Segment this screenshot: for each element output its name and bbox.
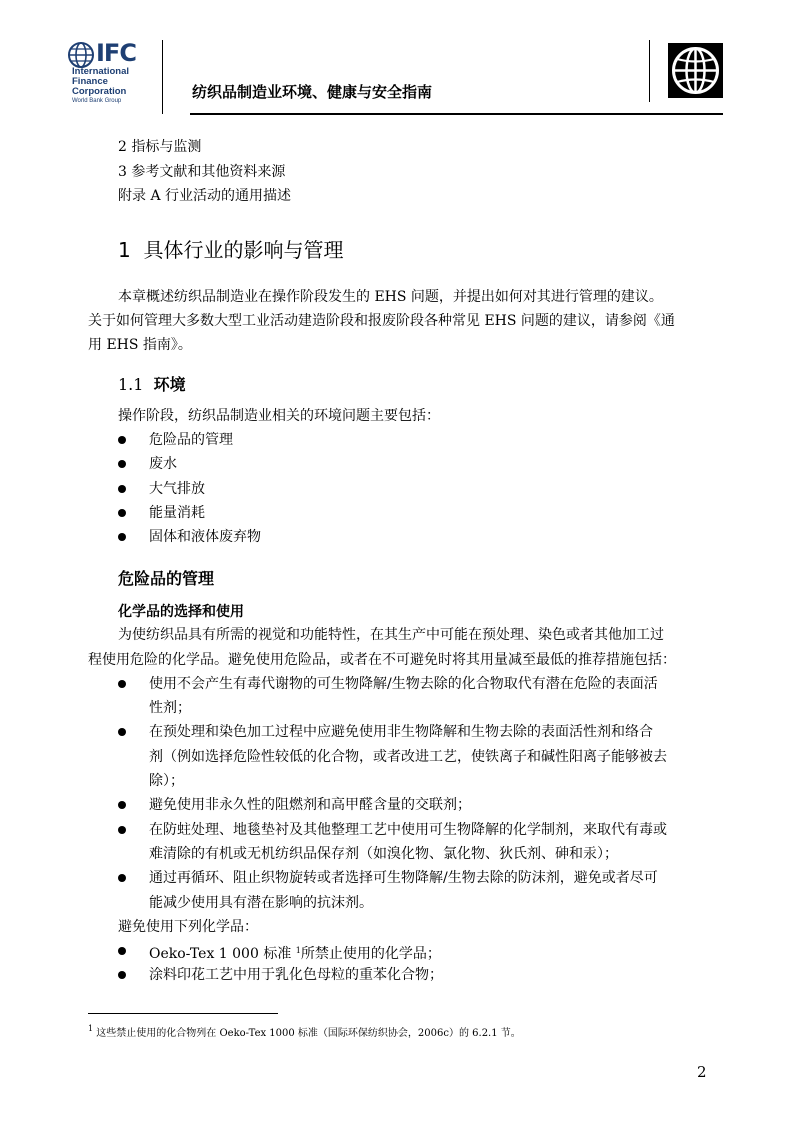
header-divider-right (649, 40, 650, 102)
page-header (0, 0, 793, 120)
bullet-icon (118, 947, 126, 955)
bullet-icon (118, 460, 126, 468)
paragraph-line: 本章概述纺织品制造业在操作阶段发生的 EHS 问题，并提出如何对其进行管理的建议。 (118, 289, 663, 305)
paragraph-line: 操作阶段，纺织品制造业相关的环境问题主要包括： (118, 408, 440, 424)
list-item-line: 在预处理和染色加工过程中应避免使用非生物降解和生物去除的表面活性剂和络合 (149, 724, 653, 740)
bullet-icon (118, 826, 126, 834)
page-number: 2 (697, 1063, 707, 1081)
paragraph-line: 关于如何管理大多数大型工业活动建造阶段和报废阶段各种常见 EHS 问题的建议，请参阅《通 (88, 313, 675, 329)
bullet-icon (118, 971, 126, 979)
header-title: 纺织品制造业环境、健康与安全指南 (192, 83, 433, 101)
list-item-line: Oeko-Tex 1 000 标准 $^1$所禁止使用的化学品； (149, 946, 441, 962)
topic-subheading: 化学品的选择和使用 (118, 604, 244, 620)
bullet-icon (118, 874, 126, 882)
topic-heading: 危险品的管理 (118, 569, 215, 588)
list-item-line: 通过再循环、阻止织物旋转或者选择可生物降解/生物去除的防沫剂，避免或者尽可 (149, 870, 658, 886)
list-item-line: 使用不会产生有毒代谢物的可生物降解/生物去除的化合物取代有潜在危险的表面活 (149, 676, 658, 692)
bullet-icon (118, 533, 126, 541)
bullet-icon (118, 436, 126, 444)
ifc-full-name: International Finance Corporation (72, 66, 130, 97)
toc-item[interactable]: 附录 A 行业活动的通用描述 (118, 188, 292, 204)
list-item: 能量消耗 (149, 505, 205, 521)
list-item-line: 涂料印花工艺中用于乳化色母粒的重苯化合物； (149, 967, 443, 983)
bullet-icon (118, 680, 126, 688)
bullet-icon (118, 728, 126, 736)
list-item: 大气排放 (149, 481, 205, 497)
toc-item[interactable]: 2 指标与监测 (118, 139, 202, 155)
footnote-rule (88, 1013, 278, 1014)
list-item-line: 性剂； (149, 700, 191, 716)
list-item-line: 剂（例如选择危险性较低的化合物，或者改进工艺，使铁离子和碱性阳离子能够被去 (149, 749, 667, 765)
subsection-heading: 1.1 环境 (118, 375, 186, 394)
list-item: 危险品的管理 (149, 432, 233, 448)
list-item-line: 在防蛀处理、地毯垫衬及其他整理工艺中使用可生物降解的化学制剂，来取代有毒或 (149, 822, 667, 838)
paragraph-line: 为使纺织品具有所需的视觉和功能特性，在其生产中可能在预处理、染色或者其他加工过 (118, 627, 664, 643)
bullet-icon (118, 509, 126, 517)
list-item-line: 除）； (149, 773, 184, 789)
paragraph-line: 程使用危险的化学品。避免使用危险品，或者在不可避免时将其用量减至最低的推荐措施包括： (88, 652, 676, 668)
ifc-wordmark: IFC (96, 39, 136, 67)
list-item: 固体和液体废弃物 (149, 529, 261, 545)
list-item-line: 能减少使用具有潜在影响的抗沫剂。 (149, 895, 373, 911)
paragraph-line: 避免使用下列化学品： (118, 919, 258, 935)
ifc-globe-icon (68, 42, 94, 68)
list-item: 废水 (149, 456, 177, 472)
toc-item[interactable]: 3 参考文献和其他资料来源 (118, 164, 286, 180)
header-rule (190, 113, 723, 115)
footnote-reference[interactable]: 1 (295, 946, 301, 955)
ifc-logo (68, 40, 158, 110)
footnote: $^1$ 这些禁止使用的化合物列在 Oeko-Tex 1000 标准（国际环保纺织协会，2006c）的 6.2.1 节。 (88, 1024, 521, 1039)
section-heading: 1 具体行业的影响与管理 (118, 238, 344, 262)
list-item-line: 避免使用非永久性的阻燃剂和高甲醛含量的交联剂； (149, 797, 471, 813)
ifc-group-label: World Bank Group (72, 98, 122, 104)
list-item-line: 难清除的有机或无机纺织品保存剂（如溴化物、氯化物、狄氏剂、砷和汞）； (149, 846, 618, 862)
bullet-icon (118, 485, 126, 493)
paragraph-line: 用 EHS 指南》。 (88, 337, 192, 353)
header-divider-left (162, 40, 163, 114)
world-bank-globe-icon (668, 43, 723, 98)
bullet-icon (118, 801, 126, 809)
